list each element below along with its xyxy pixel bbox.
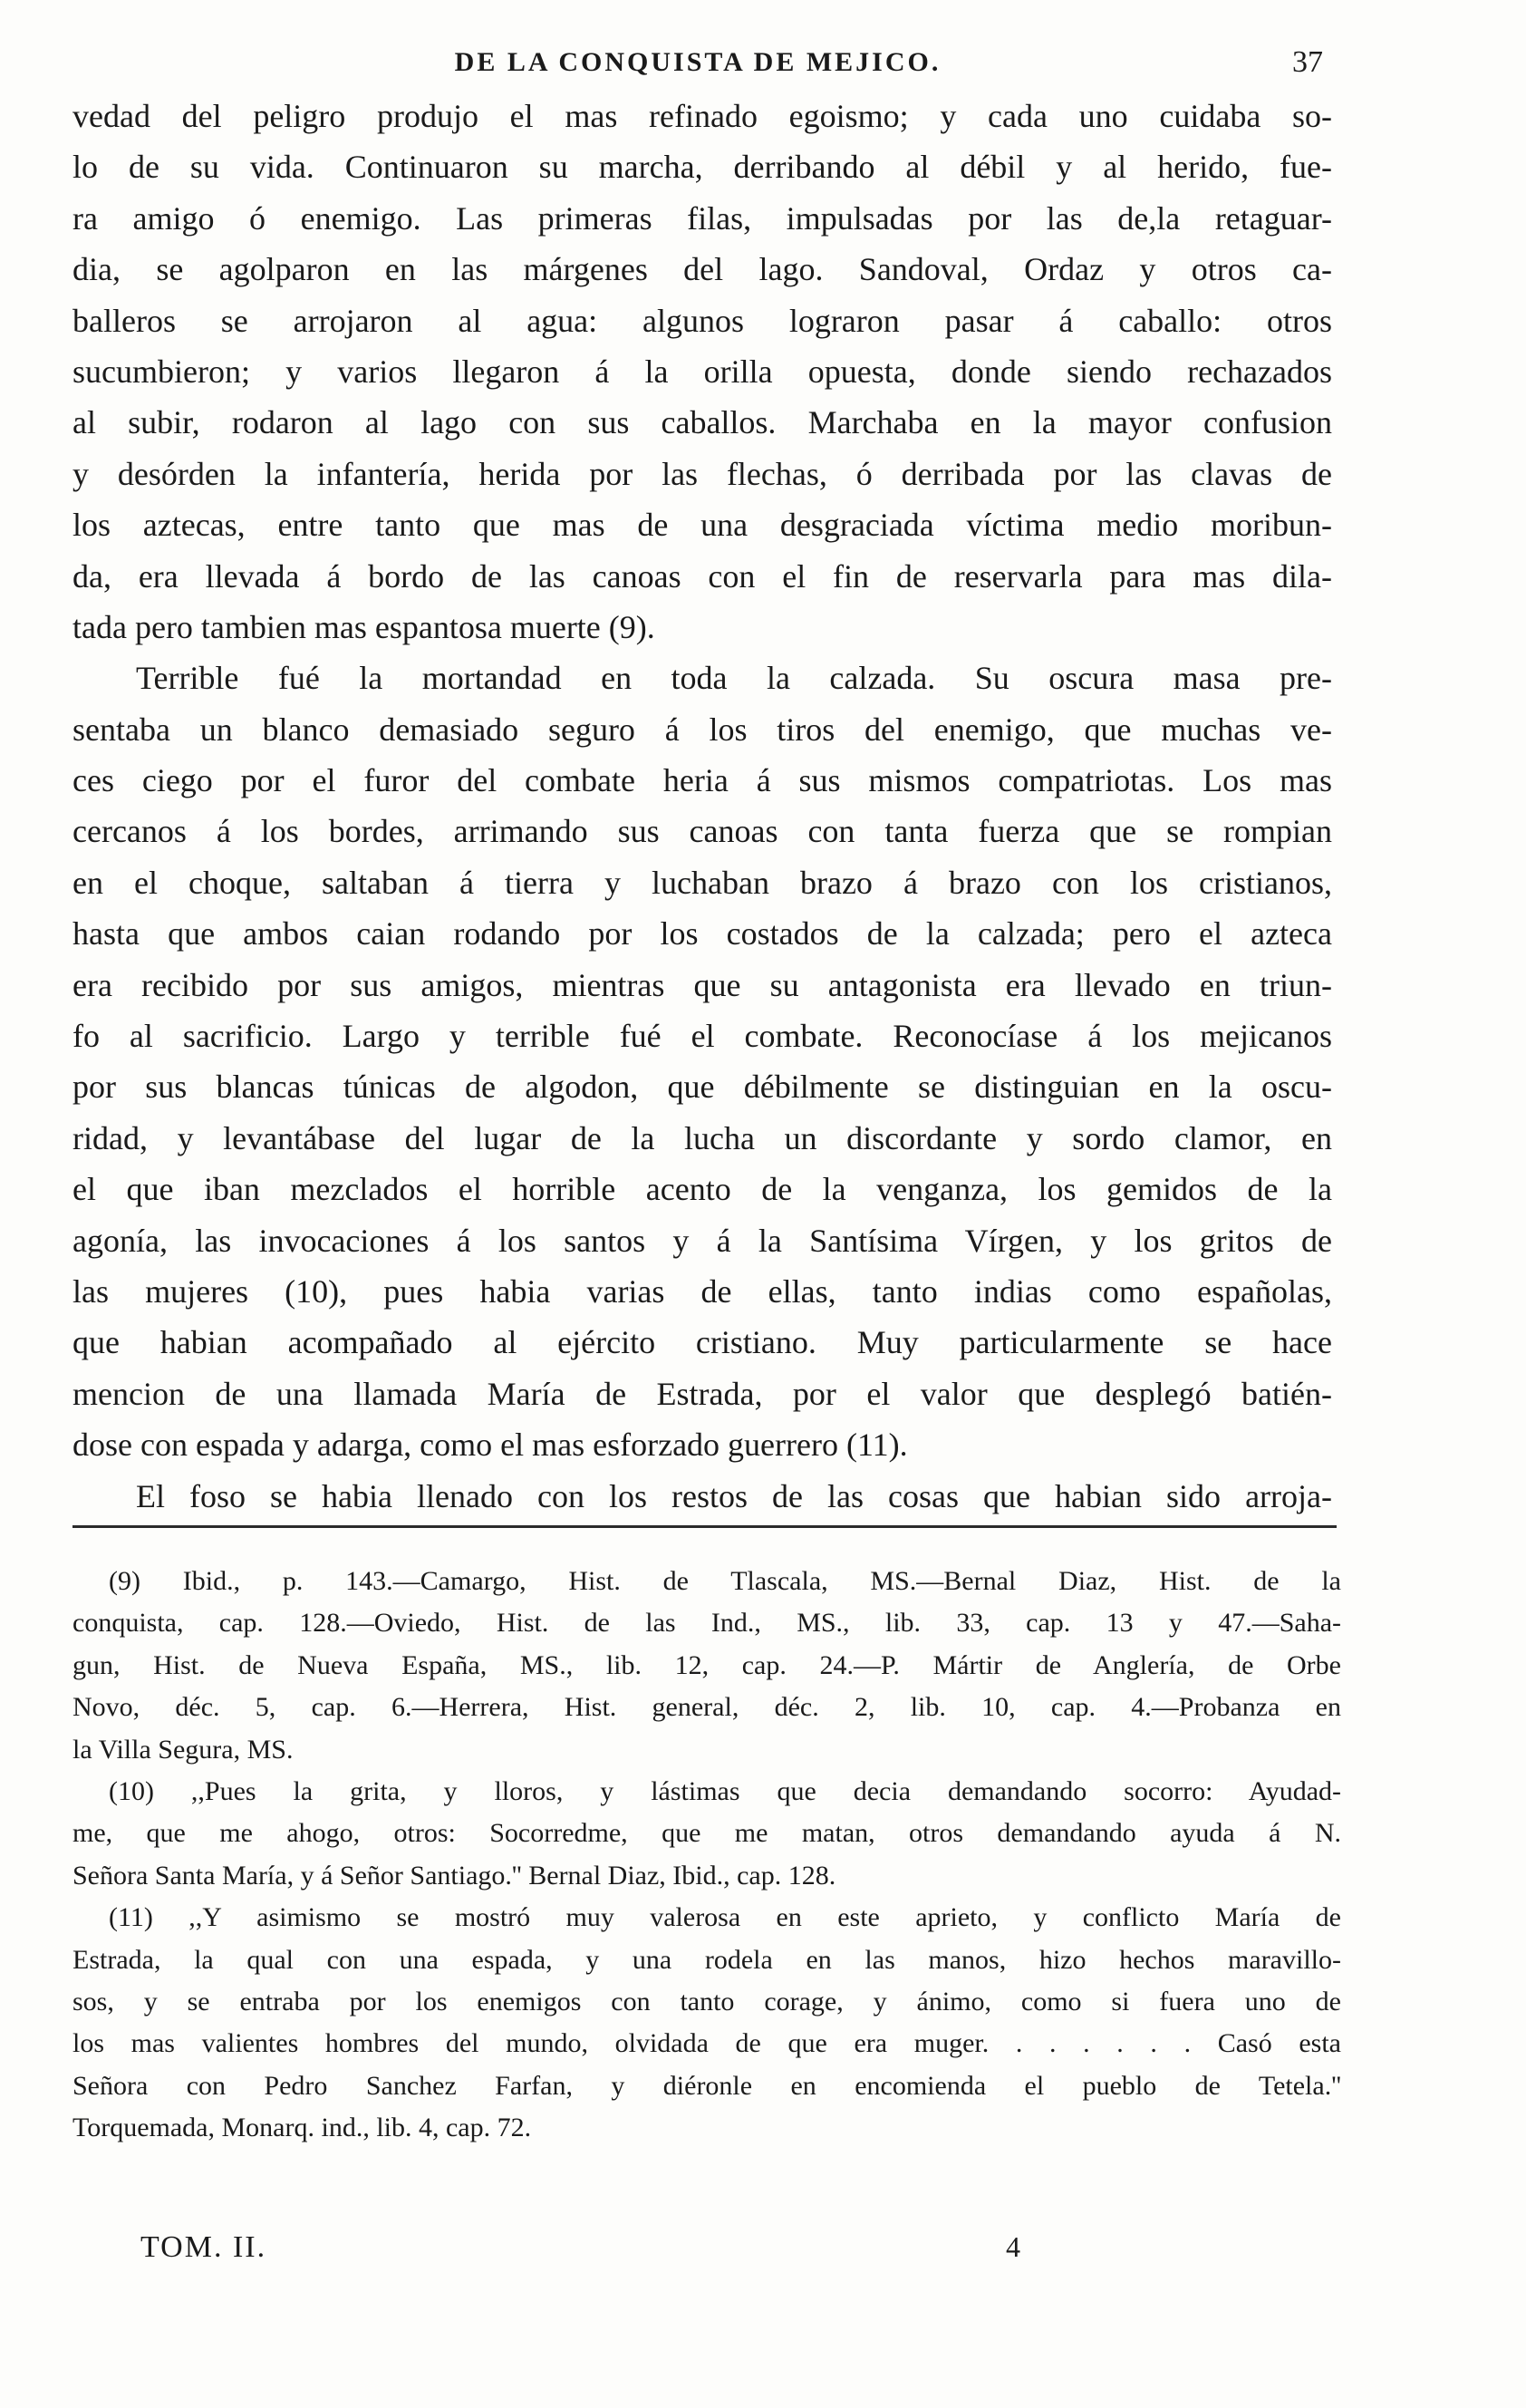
text-line: ridad, y levantábase del lugar de la lucha un discordante y sordo clamor, en [72,1119,1332,1156]
footnote-line: los mas valientes hombres del mundo, olvidada de que era muger. . . . . . . Casó esta [72,2028,1341,2059]
text-line: cercanos á los bordes, arrimando sus canoas con tanta fuerza que se rompian [72,813,1332,850]
volume-label: TOM. II. [140,2230,267,2264]
footnote-line: me, que me ahogo, otros: Socorredme, que me matan, otros demandando ayuda á N. [72,1818,1341,1849]
text-line: las mujeres (10), pues habia varias de ellas, tanto indias como españolas, [72,1272,1332,1310]
footnote-11: (11) ,,Y asimismo se mostró muy valerosa en este aprieto, y conflicto María de [109,1902,1341,1933]
footnote-line: Novo, déc. 5, cap. 6.—Herrera, Hist. general, déc. 2, lib. 10, cap. 4.—Probanza en [72,1692,1341,1723]
text-line: dia, se agolparon en las márgenes del lago. Sandoval, Ordaz y otros ca- [72,251,1332,288]
footnote-line: Señora con Pedro Sanchez Farfan, y diéronle en encomienda el pueblo de Tetela.'' [72,2070,1341,2101]
text-line: dose con espada y adarga, como el mas esforzado guerrero (11). [72,1426,908,1464]
text-line: da, era llevada á bordo de las canoas con el fin de reservarla para mas dila- [72,557,1332,595]
text-line: tada pero tambien mas espantosa muerte (9). [72,608,655,645]
footnote-line: Torquemada, Monarq. ind., lib. 4, cap. 72. [72,2113,532,2143]
text-line: hasta que ambos caian rodando por los costados de la calzada; pero el azteca [72,915,1332,953]
running-head [72,47,1323,83]
footnotes [72,1561,1341,2149]
text-line: ces ciego por el furor del combate heria á sus mismos compatriotas. Los mas [72,762,1332,799]
text-line: sentaba un blanco demasiado seguro á los tiros del enemigo, que muchas ve- [72,711,1332,748]
footnote-line: gun, Hist. de Nueva España, MS., lib. 12, cap. 24.—P. Mártir de Anglería, de Orbe [72,1649,1341,1680]
text-line: los aztecas, entre tanto que mas de una desgraciada víctima medio moribun- [72,507,1332,544]
text-line: al subir, rodaron al lago con sus caballos. Marchaba en la mayor confusion [72,404,1332,441]
footnote-10: (10) ,,Pues la grita, y lloros, y lástimas que decia demandando socorro: Ayudad- [109,1775,1341,1806]
text-line: por sus blancas túnicas de algodon, que débilmente se distinguian en la oscu- [72,1069,1332,1106]
text-line: ra amigo ó enemigo. Las primeras filas, impulsadas por las de,la retaguar- [72,199,1332,237]
footnote-9: (9) Ibid., p. 143.—Camargo, Hist. de Tlascala, MS.—Bernal Diaz, Hist. de la [109,1566,1341,1596]
footnote-line: la Villa Segura, MS. [72,1734,294,1765]
text-line: era recibido por sus amigos, mientras que su antagonista era llevado en triun- [72,966,1332,1003]
footnote-line: Señora Santa María, y á Señor Santiago.'' Bernal Diaz, Ibid., cap. 128. [72,1860,836,1891]
footnote-separator [72,1525,1337,1528]
page-number: 37 [1292,45,1323,79]
text-line: en el choque, saltaban á tierra y luchaban brazo á brazo con los cristianos, [72,864,1332,901]
text-line: fo al sacrificio. Largo y terrible fué el combate. Reconocíase á los mejicanos [72,1018,1332,1055]
text-line: mencion de una llamada María de Estrada, por el valor que desplegó batién- [72,1375,1332,1412]
text-line: lo de su vida. Continuaron su marcha, derribando al débil y al herido, fue- [72,149,1332,186]
text-line: que habian acompañado al ejército cristiano. Muy particularmente se hace [72,1324,1332,1361]
footnote-line: Estrada, la qual con una espada, y una rodela en las manos, hizo hechos maravillo- [72,1944,1341,1975]
text-line: y desórden la infantería, herida por las flechas, ó derribada por las clavas de [72,455,1332,492]
main-text [72,91,1332,1522]
text-line: balleros se arrojaron al agua: algunos lograron pasar á caballo: otros [72,302,1332,339]
footnote-line: sos, y se entraba por los enemigos con tanto corage, y ánimo, como si fuera uno de [72,1986,1341,2016]
running-head-title: DE LA CONQUISTA DE MEJICO. [454,47,942,77]
paragraph-start-line: El foso se habia llenado con los restos de las cosas que habian sido arroja- [136,1477,1332,1514]
text-line: vedad del peligro produjo el mas refinado egoismo; y cada uno cuidaba so- [72,98,1332,134]
text-line: sucumbieron; y varios llegaron á la orilla opuesta, donde siendo rechazados [72,353,1332,390]
text-line: agonía, las invocaciones á los santos y á la Santísima Vírgen, y los gritos de [72,1222,1332,1259]
signature-number: 4 [1006,2230,1022,2263]
signature-mark [140,2230,1047,2267]
paragraph-start-line: Terrible fué la mortandad en toda la calzada. Su oscura masa pre- [136,660,1332,697]
footnote-line: conquista, cap. 128.—Oviedo, Hist. de las Ind., MS., lib. 33, cap. 13 y 47.—Saha- [72,1608,1341,1639]
text-line: el que iban mezclados el horrible acento de la venganza, los gemidos de la [72,1171,1332,1208]
